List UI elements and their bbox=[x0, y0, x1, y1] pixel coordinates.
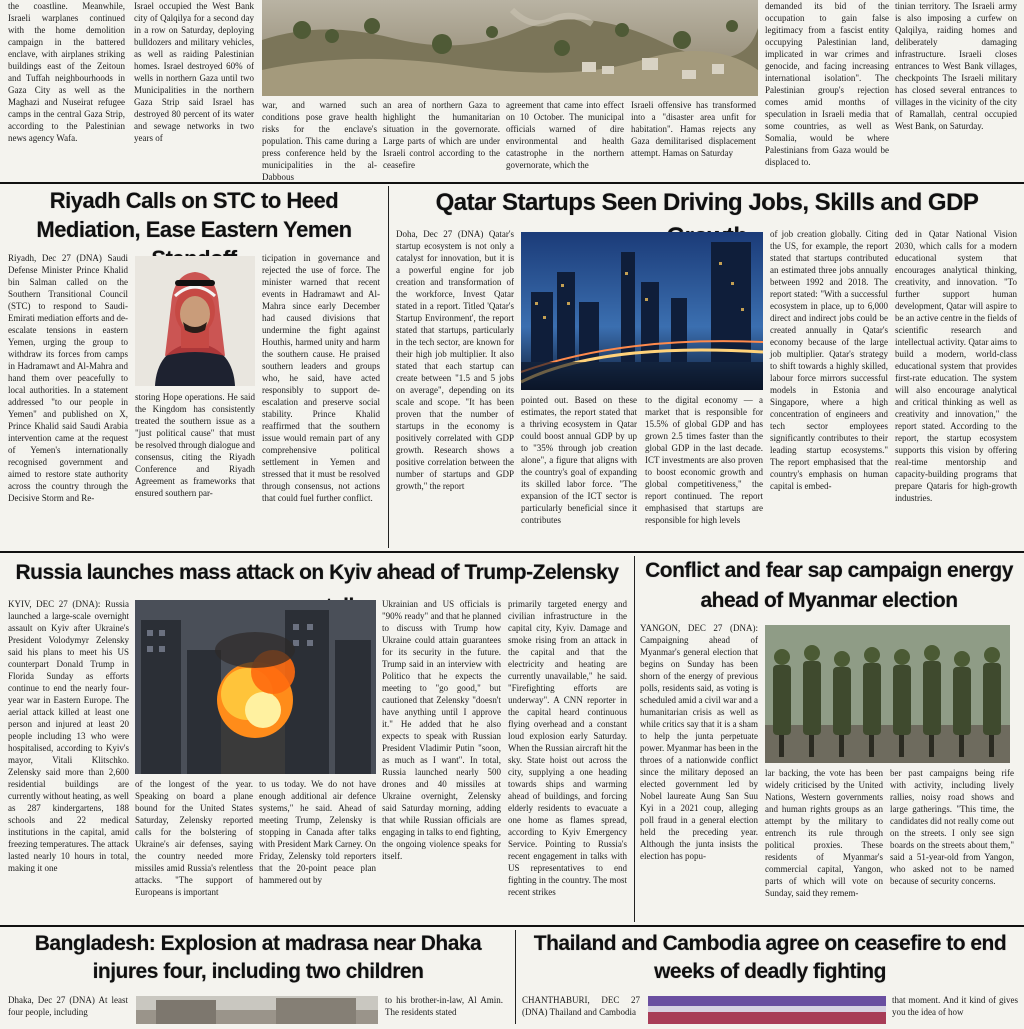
qatar-col-1: Doha, Dec 27 (DNA) Qatar's startup ecosystem is not only a catalyst for innovation, but it is a powerful engine for job creation and transformation of the workforce, Invest Qatar stated in a report. Titled 'Qatar's Startup Environment', the report stated that startups, particularly in the tech sector, are known for their high job multiplier. It also stated that each startup can create between "1.5 and 5 jobs on average", depending on its scale and scope. "It has been proven that the number of startups in the economy is positively correlated with GDP growth. Research shows a positive correlation between the number of startups and GDP growth," the report bbox=[396, 229, 514, 491]
divider-russia-myanmar bbox=[634, 556, 635, 922]
russia-col-2: of the longest of the year. Speaking on board a plane bound for the United States Saturday, Zelensky reported calls for the bolstering of Ukraine's air defenses, saying the country needed more missiles amid Russia's relentless attacks. "The support of Europeans is important bbox=[135, 779, 253, 897]
riyadh-col-1: Riyadh, Dec 27 (DNA) Saudi Defense Minister Prince Khalid bin Salman called on the Southern Transitional Council (STC) to respond to Saudi-Emirati mediation efforts and de-escalate tensions in eastern Yemen, urging the group to withdraw its forces from camps in Hadramawt and Al-Mahra and hand them over peacefully to local authorities. In a statement addressed "to our people in Yemen" and published on X, Prince Khalid said Saudi Arabia intervention came at the request of Yemen's internationally recognised government and aimed to restore state authority across the country through the Decisive Storm and Re- bbox=[8, 253, 128, 503]
divider-riyadh-qatar bbox=[388, 186, 389, 548]
myanmar-col-1: YANGON, DEC 27 (DNA): Campaigning ahead of Myanmar's general election that begins on Sunday has been shorn of the energy of previous polls, residents said, as voting is scheduled amid a civil war and a humanitarian crisis as well as while critics say that it is a sham to help the junta perpetuate power. Myanmar has been in the throes of a nationwide conflict since the military deposed an elected government led by Nobel laureate Aung San Suu Kyi in a 2021 coup, alleging poll fraud in a general election held the preceding year. Although the junta insists the election has popu- bbox=[640, 623, 758, 861]
russia-kyiv-photo bbox=[135, 600, 376, 774]
qatar-headline: Qatar Startups Seen Driving Jobs, Skills and GDP bbox=[435, 189, 979, 216]
top-col-2: Israel occupied the West Bank city of Qalqilya for a second day in a row on Saturday, deploying bulldozers and military vehicles, as well as raiding Palestinian homes. Israel destroyed 60% of wells in northern Gaza until two Municipalities in the northern Gaza Strip said Israel has destroyed 80 percent of its water and sewage networks in two years of bbox=[134, 1, 254, 143]
myanmar-headline: Conflict and fear sap campaign energy ahead of Myanmar election bbox=[645, 559, 1013, 612]
russia-col-4: Ukrainian and US officials is "90% ready" and that he planned to discuss with Trump how Ukraine could attain guarantees for its security in the future. Trump said in an interview with Politico that he expects the meeting to "go good," but cautioned that Zelensky "doesn't have anything until I approve it." He added that he also expects to speak with Russian President Vladimir Putin "soon, as much as I want". In total, Russia launched nearly 500 drones and 40 missiles at Ukraine overnight, Zelensky said Saturday morning, adding that while Russian officials are engaging in talks to end fighting, the ongoing violence speaks for itself. bbox=[382, 599, 501, 861]
city-skyline-photo-svg bbox=[521, 232, 763, 390]
bangladesh-col-1: Dhaka, Dec 27 (DNA) At least four people, including bbox=[8, 995, 128, 1017]
top-col-3: war, and warned such conditions pose grave health risks for the enclave's population. This came during a press conference held by the municipalities in the al-Dabbous bbox=[262, 100, 377, 182]
riyadh-col-3: ticipation in governance and rejected the use of force. The minister warned that recent events in Hadramawt and Al-Mahra since early December had caused divisions that undermine the fight against Houthis, harmed unity and harm the southern cause. He praised southern leaders and groups who, he said, have acted responsibly to support de-escalation and preserve social stability. Prince Khalid reaffirmed that the southern issue would remain part of any comprehensive political settlement in Yemen and stressed that it must be resolved through consensus, not actions that could fuel further conflict. bbox=[262, 253, 380, 503]
thailand-flag-photo bbox=[648, 996, 886, 1024]
soldiers-parade-photo-svg bbox=[765, 625, 1010, 763]
top-col-8: tinian territory. The Israeli army is also imposing a curfew on Qalqilya, raiding homes and deliberately damaging infrastructure. Israeli closes entrances to West Bank villages, checkpoints The Israeli military has closed several entrances to villages in the vicinity of the city of Ramallah, central occupied West Bank, on Saturday. bbox=[895, 1, 1017, 131]
qatar-col-5: ded in Qatar National Vision 2030, which calls for a modern educational system that encourages analytical thinking, creativity, and innovation. "To further support human development, Qatar will aspire to be an active centre in the fields of scientific research and intellectual activity. Qatar aims to build a modern, world-class educational system that provides first-rate education. The system will also encourage analytical and critical thinking as well as creativity and innovation," the report stated. According to the report, the startup ecosystem supports this vision by offering real-time mentorship and capacity-building programs that prepare Qataris for high-growth industries. bbox=[895, 229, 1017, 503]
qatar-col-2: pointed out. Based on these estimates, the report stated that a thriving ecosystem in Qatar could boost annual GDP by up to "35% through job creation alone", a figure that aligns with the country's goal of expanding its skilled labor force. "The expansion of the ICT sector is particularly beneficial since it contributes bbox=[521, 395, 637, 525]
top-col-4: an area of northern Gaza to highlight the humanitarian situation in the governorate. Large parts of which are under Israeli control according to the ceasefire bbox=[383, 100, 500, 170]
bangladesh-col-2: to his brother-in-law, Al Amin. The residents stated bbox=[385, 995, 503, 1017]
qatar-col-4: of job creation globally. Citing the US, for example, the report stated that startups contributed an estimated three jobs annually between 1992 and 2018. The report stated: "With a successful ecosystem in place, up to 6,000 direct and indirect jobs could be created annually in Qatar's economy because of the large job multiplier. Qatar's strategy to shift towards a highly skilled, labour force mirrors successful models in Estonia and Singapore, where a high concentration of engineers and tech sector employees significantly contributes to their leading startup ecosystems." The report emphasised that the country's emphasis on human capital is embed- bbox=[770, 229, 888, 491]
russia-col-3: to us today. We do not have enough additional air defence systems," he said. Ahead of meeting Trump, Zelensky is stopping in Canada after talks with President Mark Carney. On Friday, Zelensky told reporters that the 20-point peace plan hammered out by bbox=[259, 779, 376, 885]
top-col-7: demanded its bid of the occupation to gain false legitimacy from a fascist entity occupying Palestinian land, implicated in war crimes and genocide, and facing increasing international isolation". The Palestinian group's rejection comes amid months of speculation in Israeli media that some countries, as well as Somalia, would be where Palestinians from Gaza would be displaced to. bbox=[765, 1, 889, 167]
explosion-photo-svg bbox=[135, 600, 376, 774]
bangladesh-headline: Bangladesh: Explosion at madrasa near Dhaka injures four, including two children bbox=[34, 932, 482, 983]
top-col-5: agreement that came into effect on 10 October. The municipal officials warned of dire environmental and health catastrophe in the northern governorate, which the bbox=[506, 100, 624, 170]
bangladesh-dhaka-photo bbox=[136, 996, 378, 1024]
riyadh-headline: Riyadh Calls on STC to Heed Mediation, Ease Eastern Yemen bbox=[36, 188, 352, 242]
top-col-1: the coastline. Meanwhile, Israeli warplanes continued with the home demolition campaign in the battered enclave, with airplanes striking buildings east of the Zeitoun and Tuffah neighbourhoods in Gaza City as well as the Maghazi and Nuseirat refugee camps in the central Gaza Strip, according to the Palestinian news agency Wafa. bbox=[8, 1, 125, 143]
top-col-6: Israeli offensive has transformed into a "disaster area unfit for habitation". Hamas rejects any Gaza demilitarised displacement attempt. Hamas on Saturday bbox=[631, 100, 756, 158]
myanmar-col-3: ber past campaigns being rife with activity, including lively rallies, noisy road shows and large gatherings. "This time, the candidates did not really come out on the streets. I only see sign boards on the streets about them," said a 51-year-old from Yangon, who asked not to be named because of security concerns. bbox=[890, 768, 1014, 886]
thailand-headline: Thailand and Cambodia agree on ceasefire to end weeks of deadly fighting bbox=[533, 932, 1007, 983]
flag-photo-svg bbox=[648, 996, 886, 1024]
divider-bottom bbox=[0, 925, 1024, 927]
riyadh-col-2: storing Hope operations. He said the Kingdom has consistently treated the southern issue as a "just political cause" that must be resolved through dialogue and consensus, citing the Riyadh Conference and Riyadh Agreement as frameworks that ensured southern par- bbox=[135, 392, 255, 498]
divider-middle bbox=[0, 551, 1024, 553]
russia-col-5: primarily targeted energy and civilian infrastructure in the capital city, Kyiv. Damage and smoke rising from an attack in the capital and that the electricity and heating are currently unavailable," he said. "Firefighting efforts are underway". A CNN reporter in the capital heard continuous flying overhead and a constant loud explosion early Saturday. When the Russian aircraft hit the sky. State hoist out across the city, supplying a one heading towards ships and warming ahead of buildings, and forcing elderly residents to evacuate a one home as flames spread, according to Kyiv Emergency Service. Pointing to Russia's recent engagement in talks with US representatives to end fighting in the country. The most recent strikes bbox=[508, 599, 627, 897]
myanmar-col-2: lar backing, the vote has been widely criticised by the United Nations, Western governments and human rights groups as an attempt by the military to entrench its rule through political proxies. These residents of Myanmar's commercial capital, Yangon, parts of which will vote on Sunday, said they remem- bbox=[765, 768, 883, 898]
landscape-photo-svg bbox=[262, 0, 758, 96]
divider-bangladesh-thailand bbox=[515, 930, 516, 1024]
building-photo-svg bbox=[136, 996, 378, 1024]
divider-top bbox=[0, 182, 1024, 184]
myanmar-soldiers-photo bbox=[765, 625, 1010, 763]
top-landscape-photo bbox=[262, 0, 758, 96]
qatar-doha-photo bbox=[521, 232, 763, 390]
portrait-photo-svg bbox=[135, 256, 255, 386]
qatar-col-3: to the digital economy — a market that is responsible for 15.5% of global GDP and has grown 2.5 times faster than the global GDP in the last decade. ICT investments are also proven to boost economic growth and global competitiveness," the report continued. The report emphasised that startups are responsible for high levels bbox=[645, 395, 763, 525]
thailand-col-2: that moment. And it kind of gives you the idea of how bbox=[892, 995, 1018, 1017]
thailand-col-1: CHANTHABURI, DEC 27 (DNA) Thailand and Cambodia bbox=[522, 995, 640, 1017]
russia-col-1: KYIV, DEC 27 (DNA): Russia launched a large-scale overnight assault on Kyiv after Ukraine's President Volodymyr Zelensky said his plans to meet his US counterpart Donald Trump in Florida Sunday as efforts continue to end the nearly four-year war in Eastern Europe. The aerial attack killed at least one person and injured at least 20 people including 13 who were hospitalised, according to Kyiv's mayor, Vitali Klitschko. Zelensky said more than 2,600 residential buildings are currently without heating, as well as 287 kindergartens, 188 schools and 22 medical institutions in the capital, amid freezing temperatures. The attack lasted nearly 10 hours in total, making it one bbox=[8, 599, 129, 873]
russia-headline: Russia launches mass attack on Kyiv ahead of Trump-Zelensky bbox=[15, 561, 619, 584]
riyadh-minister-photo bbox=[135, 256, 255, 386]
